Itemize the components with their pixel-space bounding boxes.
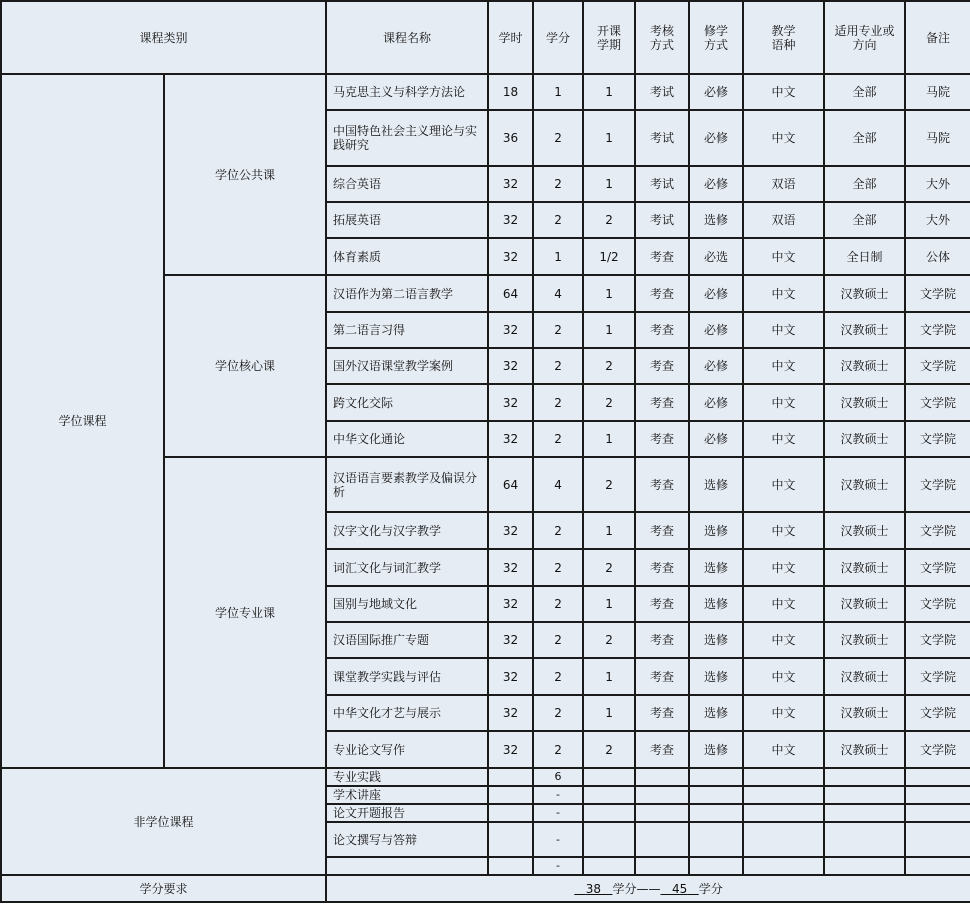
credits-cell: 2 xyxy=(533,384,583,421)
exam-cell: 考查 xyxy=(635,421,689,457)
course-name-cell: 专业论文写作 xyxy=(326,731,488,768)
credits-cell: 6 xyxy=(533,768,583,786)
course-name-cell: 汉语国际推广专题 xyxy=(326,622,488,658)
header-language-line1: 教学 xyxy=(771,23,796,38)
empty-cell xyxy=(743,768,824,786)
language-cell: 中文 xyxy=(743,586,824,622)
header-study-line1: 修学 xyxy=(704,23,729,38)
semester-cell: 1 xyxy=(583,695,635,731)
header-study xyxy=(689,1,743,74)
study-cell: 选修 xyxy=(689,512,743,549)
study-cell: 必修 xyxy=(689,275,743,312)
semester-cell: 1 xyxy=(583,110,635,166)
hours-cell xyxy=(488,768,533,786)
study-cell: 选修 xyxy=(689,586,743,622)
major-cell: 汉教硕士 xyxy=(824,622,905,658)
credits-cell: 1 xyxy=(533,74,583,110)
header-category: 课程类别 xyxy=(1,1,326,74)
language-cell: 中文 xyxy=(743,312,824,348)
study-cell: 选修 xyxy=(689,202,743,238)
exam-cell: 考试 xyxy=(635,166,689,202)
study-cell: 必修 xyxy=(689,74,743,110)
empty-cell xyxy=(689,822,743,857)
language-cell: 中文 xyxy=(743,695,824,731)
header-major-line2: 方向 xyxy=(852,37,877,52)
empty-cell xyxy=(905,857,970,875)
study-cell: 选修 xyxy=(689,457,743,512)
study-cell: 选修 xyxy=(689,695,743,731)
course-name-cell: 汉字文化与汉字教学 xyxy=(326,512,488,549)
semester-cell: 1 xyxy=(583,421,635,457)
semester-cell: 1 xyxy=(583,312,635,348)
language-cell: 中文 xyxy=(743,731,824,768)
hours-cell xyxy=(488,822,533,857)
major-cell: 汉教硕士 xyxy=(824,549,905,586)
header-exam xyxy=(635,1,689,74)
remark-cell: 大外 xyxy=(905,166,970,202)
semester-cell: 1 xyxy=(583,512,635,549)
hours-cell: 32 xyxy=(488,586,533,622)
exam-cell: 考查 xyxy=(635,658,689,695)
header-major-line1: 适用专业或 xyxy=(834,23,895,38)
credit-requirement-label: 学分要求 xyxy=(1,875,326,902)
empty-cell xyxy=(824,768,905,786)
credits-cell: 2 xyxy=(533,549,583,586)
language-cell: 双语 xyxy=(743,166,824,202)
hours-cell: 18 xyxy=(488,74,533,110)
language-cell: 中文 xyxy=(743,275,824,312)
credits-cell: 2 xyxy=(533,658,583,695)
course-name-cell: 中国特色社会主义理论与实践研究 xyxy=(326,110,488,166)
table-row xyxy=(1,768,970,786)
major-cell: 汉教硕士 xyxy=(824,275,905,312)
remark-cell: 文学院 xyxy=(905,731,970,768)
course-name-cell: 拓展英语 xyxy=(326,202,488,238)
language-cell: 中文 xyxy=(743,512,824,549)
credits-cell: 4 xyxy=(533,457,583,512)
table-row xyxy=(1,74,970,110)
credits-cell: 4 xyxy=(533,275,583,312)
credit-max xyxy=(661,882,699,896)
study-cell: 必选 xyxy=(689,238,743,275)
header-exam-line2: 方式 xyxy=(650,37,675,52)
major-cell: 汉教硕士 xyxy=(824,586,905,622)
header-semester xyxy=(583,1,635,74)
header-semester-line1: 开课 xyxy=(597,23,622,38)
empty-cell xyxy=(905,822,970,857)
exam-cell: 考查 xyxy=(635,549,689,586)
credit-min-unit: 学分—— xyxy=(612,881,661,896)
exam-cell: 考试 xyxy=(635,110,689,166)
major-cell: 汉教硕士 xyxy=(824,731,905,768)
header-remark: 备注 xyxy=(905,1,970,74)
exam-cell: 考查 xyxy=(635,238,689,275)
header-credits: 学分 xyxy=(533,1,583,74)
course-name-cell: 综合英语 xyxy=(326,166,488,202)
study-cell: 选修 xyxy=(689,731,743,768)
header-semester-line2: 学期 xyxy=(597,37,622,52)
remark-cell: 文学院 xyxy=(905,586,970,622)
course-name-cell: 汉语语言要素教学及偏误分析 xyxy=(326,457,488,512)
remark-cell: 文学院 xyxy=(905,421,970,457)
credits-cell: 2 xyxy=(533,421,583,457)
study-cell: 必修 xyxy=(689,384,743,421)
exam-cell: 考试 xyxy=(635,202,689,238)
major-cell: 全部 xyxy=(824,202,905,238)
semester-cell: 2 xyxy=(583,348,635,384)
language-cell: 双语 xyxy=(743,202,824,238)
credit-requirement-value xyxy=(326,875,970,902)
exam-cell: 考查 xyxy=(635,731,689,768)
course-name-cell: 国外汉语课堂教学案例 xyxy=(326,348,488,384)
credits-cell: 2 xyxy=(533,348,583,384)
credits-cell: 2 xyxy=(533,110,583,166)
header-course-name: 课程名称 xyxy=(326,1,488,74)
exam-cell: 考查 xyxy=(635,348,689,384)
semester-cell: 1 xyxy=(583,586,635,622)
hours-cell: 32 xyxy=(488,731,533,768)
empty-cell xyxy=(824,804,905,822)
credits-cell: 2 xyxy=(533,166,583,202)
empty-cell xyxy=(635,822,689,857)
exam-cell: 考查 xyxy=(635,512,689,549)
language-cell: 中文 xyxy=(743,549,824,586)
language-cell: 中文 xyxy=(743,421,824,457)
study-cell: 选修 xyxy=(689,658,743,695)
hours-cell xyxy=(488,786,533,804)
course-name-cell xyxy=(326,857,488,875)
empty-cell xyxy=(635,804,689,822)
major-cell: 汉教硕士 xyxy=(824,312,905,348)
remark-cell: 文学院 xyxy=(905,658,970,695)
credit-max-unit: 学分 xyxy=(698,881,723,896)
credits-cell: 2 xyxy=(533,731,583,768)
empty-cell xyxy=(635,786,689,804)
credit-min-value: 38 xyxy=(585,881,602,896)
major-cell: 全部 xyxy=(824,110,905,166)
language-cell: 中文 xyxy=(743,74,824,110)
course-name-cell: 体育素质 xyxy=(326,238,488,275)
hours-cell: 32 xyxy=(488,658,533,695)
major-cell: 汉教硕士 xyxy=(824,457,905,512)
hours-cell: 64 xyxy=(488,275,533,312)
major-cell: 汉教硕士 xyxy=(824,348,905,384)
course-name-cell: 第二语言习得 xyxy=(326,312,488,348)
credits-cell: 2 xyxy=(533,622,583,658)
credits-cell: 2 xyxy=(533,312,583,348)
remark-cell: 文学院 xyxy=(905,695,970,731)
remark-cell: 文学院 xyxy=(905,348,970,384)
empty-cell xyxy=(583,786,635,804)
empty-cell xyxy=(905,768,970,786)
course-name-cell: 专业实践 xyxy=(326,768,488,786)
hours-cell: 32 xyxy=(488,421,533,457)
exam-cell: 考试 xyxy=(635,74,689,110)
remark-cell: 文学院 xyxy=(905,312,970,348)
semester-cell: 1 xyxy=(583,74,635,110)
credits-cell: - xyxy=(533,822,583,857)
course-name-cell: 中华文化通论 xyxy=(326,421,488,457)
semester-cell: 1 xyxy=(583,166,635,202)
header-exam-line1: 考核 xyxy=(650,23,675,38)
empty-cell xyxy=(743,804,824,822)
header-language-line2: 语种 xyxy=(771,37,796,52)
exam-cell: 考查 xyxy=(635,275,689,312)
hours-cell: 32 xyxy=(488,312,533,348)
credits-cell: - xyxy=(533,857,583,875)
header-hours: 学时 xyxy=(488,1,533,74)
language-cell: 中文 xyxy=(743,110,824,166)
major-cell: 汉教硕士 xyxy=(824,384,905,421)
study-cell: 必修 xyxy=(689,110,743,166)
semester-cell: 2 xyxy=(583,457,635,512)
course-name-cell: 论文撰写与答辩 xyxy=(326,822,488,857)
empty-cell xyxy=(824,857,905,875)
hours-cell xyxy=(488,804,533,822)
empty-cell xyxy=(743,786,824,804)
course-name-cell: 论文开题报告 xyxy=(326,804,488,822)
major-cell: 全日制 xyxy=(824,238,905,275)
exam-cell: 考查 xyxy=(635,457,689,512)
hours-cell: 32 xyxy=(488,549,533,586)
empty-cell xyxy=(689,786,743,804)
semester-cell: 2 xyxy=(583,202,635,238)
language-cell: 中文 xyxy=(743,658,824,695)
study-cell: 必修 xyxy=(689,348,743,384)
exam-cell: 考查 xyxy=(635,622,689,658)
exam-cell: 考查 xyxy=(635,384,689,421)
empty-cell xyxy=(743,857,824,875)
major-cell: 汉教硕士 xyxy=(824,695,905,731)
course-name-cell: 课堂教学实践与评估 xyxy=(326,658,488,695)
header-study-line2: 方式 xyxy=(704,37,729,52)
course-name-cell: 词汇文化与词汇教学 xyxy=(326,549,488,586)
major-cell: 全部 xyxy=(824,166,905,202)
hours-cell: 32 xyxy=(488,384,533,421)
remark-cell: 文学院 xyxy=(905,512,970,549)
hours-cell: 32 xyxy=(488,512,533,549)
hours-cell xyxy=(488,857,533,875)
nondegree-category-label: 非学位课程 xyxy=(1,768,326,875)
study-cell: 必修 xyxy=(689,312,743,348)
hours-cell: 32 xyxy=(488,348,533,384)
degree-category-label: 学位课程 xyxy=(1,74,164,768)
credits-cell: 2 xyxy=(533,695,583,731)
credits-cell: 2 xyxy=(533,586,583,622)
language-cell: 中文 xyxy=(743,348,824,384)
group-label: 学位核心课 xyxy=(164,275,326,457)
group-label: 学位专业课 xyxy=(164,457,326,768)
study-cell: 必修 xyxy=(689,421,743,457)
exam-cell: 考查 xyxy=(635,586,689,622)
header-major xyxy=(824,1,905,74)
credits-cell: 1 xyxy=(533,238,583,275)
remark-cell: 大外 xyxy=(905,202,970,238)
header-row xyxy=(1,1,970,74)
remark-cell: 文学院 xyxy=(905,549,970,586)
remark-cell: 文学院 xyxy=(905,275,970,312)
course-name-cell: 国别与地域文化 xyxy=(326,586,488,622)
empty-cell xyxy=(905,786,970,804)
header-language xyxy=(743,1,824,74)
major-cell: 汉教硕士 xyxy=(824,421,905,457)
course-name-cell: 汉语作为第二语言教学 xyxy=(326,275,488,312)
major-cell: 汉教硕士 xyxy=(824,658,905,695)
course-name-cell: 学术讲座 xyxy=(326,786,488,804)
empty-cell xyxy=(583,857,635,875)
exam-cell: 考查 xyxy=(635,312,689,348)
empty-cell xyxy=(824,786,905,804)
semester-cell: 1/2 xyxy=(583,238,635,275)
remark-cell: 马院 xyxy=(905,74,970,110)
semester-cell: 1 xyxy=(583,275,635,312)
empty-cell xyxy=(824,822,905,857)
empty-cell xyxy=(583,822,635,857)
course-name-cell: 中华文化才艺与展示 xyxy=(326,695,488,731)
credit-max-value: 45 xyxy=(671,881,688,896)
credits-cell: - xyxy=(533,786,583,804)
semester-cell: 2 xyxy=(583,549,635,586)
major-cell: 全部 xyxy=(824,74,905,110)
course-name-cell: 马克思主义与科学方法论 xyxy=(326,74,488,110)
language-cell: 中文 xyxy=(743,457,824,512)
semester-cell: 1 xyxy=(583,658,635,695)
empty-cell xyxy=(905,804,970,822)
empty-cell xyxy=(689,857,743,875)
remark-cell: 文学院 xyxy=(905,622,970,658)
empty-cell xyxy=(635,857,689,875)
language-cell: 中文 xyxy=(743,238,824,275)
group-label: 学位公共课 xyxy=(164,74,326,275)
credits-cell: 2 xyxy=(533,512,583,549)
credit-min xyxy=(574,882,612,896)
remark-cell: 文学院 xyxy=(905,457,970,512)
study-cell: 必修 xyxy=(689,166,743,202)
study-cell: 选修 xyxy=(689,549,743,586)
credits-cell: - xyxy=(533,804,583,822)
empty-cell xyxy=(635,768,689,786)
language-cell: 中文 xyxy=(743,622,824,658)
course-name-cell: 跨文化交际 xyxy=(326,384,488,421)
semester-cell: 2 xyxy=(583,622,635,658)
language-cell: 中文 xyxy=(743,384,824,421)
hours-cell: 32 xyxy=(488,166,533,202)
major-cell: 汉教硕士 xyxy=(824,512,905,549)
hours-cell: 32 xyxy=(488,238,533,275)
semester-cell: 2 xyxy=(583,384,635,421)
empty-cell xyxy=(583,768,635,786)
semester-cell: 2 xyxy=(583,731,635,768)
study-cell: 选修 xyxy=(689,622,743,658)
remark-cell: 文学院 xyxy=(905,384,970,421)
empty-cell xyxy=(689,804,743,822)
hours-cell: 64 xyxy=(488,457,533,512)
remark-cell: 公体 xyxy=(905,238,970,275)
hours-cell: 36 xyxy=(488,110,533,166)
credits-cell: 2 xyxy=(533,202,583,238)
empty-cell xyxy=(743,822,824,857)
hours-cell: 32 xyxy=(488,202,533,238)
empty-cell xyxy=(583,804,635,822)
credit-requirement-row xyxy=(1,875,970,902)
empty-cell xyxy=(689,768,743,786)
hours-cell: 32 xyxy=(488,695,533,731)
remark-cell: 马院 xyxy=(905,110,970,166)
exam-cell: 考查 xyxy=(635,695,689,731)
hours-cell: 32 xyxy=(488,622,533,658)
